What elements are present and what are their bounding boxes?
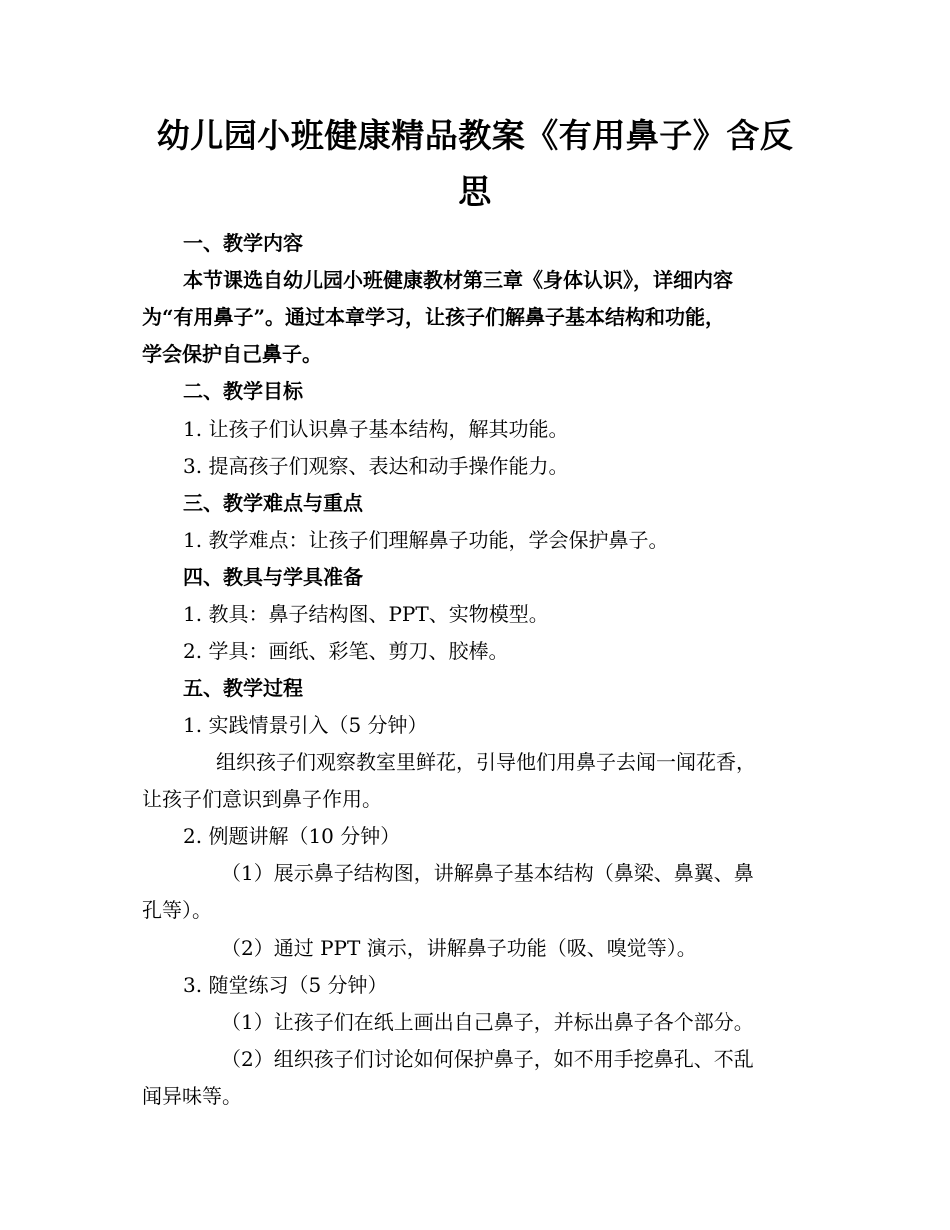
list-item: 2. 学具：画纸、彩笔、剪刀、胶棒。 xyxy=(183,639,509,663)
list-item: 2. 例题讲解（10 分钟） xyxy=(183,824,401,848)
section-heading-teaching-content: 一、教学内容 xyxy=(183,231,303,255)
list-item: 1. 实践情景引入（5 分钟） xyxy=(183,713,428,737)
section-heading-materials: 四、教具与学具准备 xyxy=(183,565,363,589)
paragraph-line: （2）通过 PPT 演示，讲解鼻子功能（吸、嗅觉等）。 xyxy=(221,936,697,960)
list-item: 1. 教学难点：让孩子们理解鼻子功能，学会保护鼻子。 xyxy=(183,528,669,552)
paragraph-line: 让孩子们意识到鼻子作用。 xyxy=(142,787,382,811)
paragraph-line: （2）组织孩子们讨论如何保护鼻子，如不用手挖鼻孔、不乱 xyxy=(221,1047,754,1071)
list-item: 3. 随堂练习（5 分钟） xyxy=(183,973,388,997)
paragraph-line: 闻异味等。 xyxy=(142,1084,242,1108)
paragraph-line: （1）展示鼻子结构图，讲解鼻子基本结构（鼻梁、鼻翼、鼻 xyxy=(221,861,754,885)
document-title: 幼儿园小班健康精品教案《有用鼻子》含反思 xyxy=(156,116,794,211)
paragraph-line: 孔等）。 xyxy=(142,898,212,922)
section-heading-teaching-goals: 二、教学目标 xyxy=(183,379,303,403)
paragraph-line: 组织孩子们观察教室里鲜花，引导他们用鼻子去闻一闻花香， xyxy=(216,750,756,774)
paragraph-line: 学会保护自己鼻子。 xyxy=(142,342,322,366)
paragraph-line: （1）让孩子们在纸上画出自己鼻子，并标出鼻子各个部分。 xyxy=(221,1010,754,1034)
list-item: 1. 教具：鼻子结构图、PPT、实物模型。 xyxy=(183,602,549,626)
paragraph-line: 为“有用鼻子”。通过本章学习，让孩子们解鼻子基本结构和功能， xyxy=(142,305,726,329)
section-heading-process: 五、教学过程 xyxy=(183,676,303,700)
paragraph-line: 本节课选自幼儿园小班健康教材第三章《身体认识》，详细内容 xyxy=(183,268,733,292)
list-item: 3. 提高孩子们观察、表达和动手操作能力。 xyxy=(183,454,569,478)
list-item: 1. 让孩子们认识鼻子基本结构，解其功能。 xyxy=(183,417,569,441)
section-heading-difficulties: 三、教学难点与重点 xyxy=(183,491,363,515)
